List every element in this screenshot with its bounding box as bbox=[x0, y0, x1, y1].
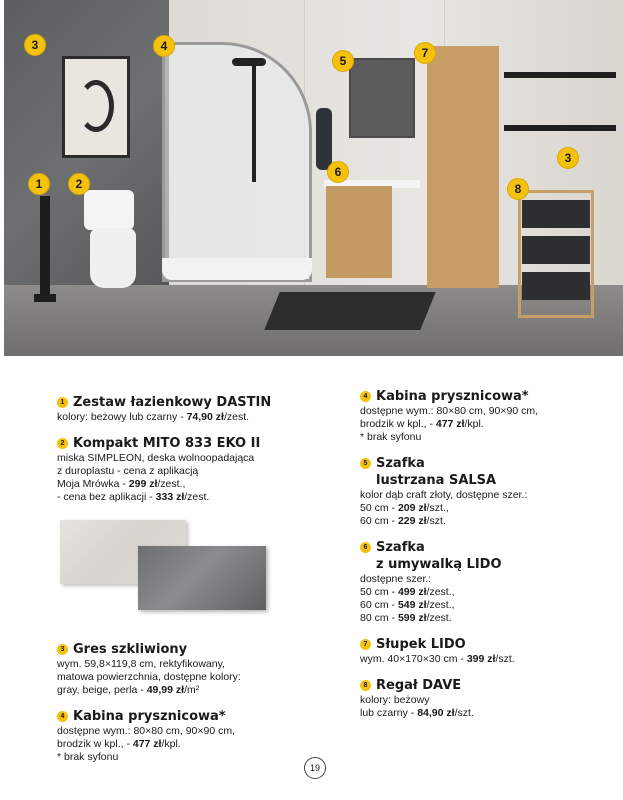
desc-text: matowa powierzchnia, dostępne kolory: bbox=[57, 671, 241, 683]
desc-text: wym. 59,8×119,8 cm, rektyfikowany, bbox=[57, 658, 225, 670]
desc-text: kolory: beżowy lub czarny - bbox=[57, 411, 187, 423]
shower-pipe bbox=[252, 62, 256, 182]
price-unit: /szt. bbox=[495, 653, 515, 665]
product-title: Szafka z umywalką LIDO bbox=[376, 540, 502, 572]
price: 333 zł bbox=[155, 491, 185, 503]
desc-text: * brak syfonu bbox=[360, 431, 422, 443]
price-unit: /szt. bbox=[454, 707, 474, 719]
desc-text: 60 cm - bbox=[360, 515, 398, 527]
price: 599 zł bbox=[397, 612, 427, 624]
product-title: Kabina prysznicowa* bbox=[376, 389, 529, 404]
number-badge: 3 bbox=[24, 34, 46, 56]
price-unit: /zest., bbox=[426, 586, 455, 598]
desc-text: wym. 40×170×30 cm - bbox=[360, 653, 467, 665]
bath-rug bbox=[264, 292, 435, 330]
product-item bbox=[360, 677, 600, 720]
number-badge: 5 bbox=[332, 50, 354, 72]
item-number-dot: 1 bbox=[57, 397, 68, 408]
product-title: Regał DAVE bbox=[376, 678, 462, 693]
desc-text: miska SIMPLEON, deska wolnoopadająca bbox=[57, 452, 255, 464]
price: 399 zł bbox=[466, 653, 496, 665]
price: 49,99 zł bbox=[146, 684, 185, 696]
price: 84,90 zł bbox=[417, 707, 455, 719]
desc-text: brodzik w kpl., - bbox=[360, 418, 436, 430]
price-unit: /zest. bbox=[223, 411, 250, 423]
item-number-dot: 7 bbox=[360, 639, 371, 650]
item-number-dot: 8 bbox=[360, 680, 371, 691]
desc-text: z duroplastu - cena z aplikacją bbox=[57, 465, 199, 477]
number-badge: 8 bbox=[507, 178, 529, 200]
bathroom-photo bbox=[4, 0, 623, 356]
number-badge: 2 bbox=[68, 173, 90, 195]
product-item bbox=[57, 435, 307, 504]
desc-text: 50 cm - bbox=[360, 586, 398, 598]
item-number-dot: 4 bbox=[360, 391, 371, 402]
desc-text: 80 cm - bbox=[360, 612, 398, 624]
tall-cabinet bbox=[427, 46, 499, 288]
product-item bbox=[57, 394, 307, 424]
shower-head bbox=[232, 58, 266, 66]
number-badge: 7 bbox=[414, 42, 436, 64]
toilet-tank bbox=[84, 190, 134, 230]
shower-cabin bbox=[162, 42, 312, 282]
price: 477 zł bbox=[132, 738, 162, 750]
product-item bbox=[360, 539, 600, 625]
price-unit: /szt., bbox=[426, 502, 449, 514]
product-title: Szafka lustrzana SALSA bbox=[376, 456, 497, 488]
product-title: Gres szkliwiony bbox=[73, 642, 188, 657]
item-number-dot: 2 bbox=[57, 438, 68, 449]
desc-text: dostępne wym.: 80×80 cm, 90×90 cm, bbox=[360, 405, 539, 417]
price-unit: /zest., bbox=[157, 478, 186, 490]
desc-text: Moja Mrówka - bbox=[57, 478, 129, 490]
number-badge: 4 bbox=[153, 35, 175, 57]
price-unit: /kpl. bbox=[161, 738, 181, 750]
item-number-dot: 5 bbox=[360, 458, 371, 469]
desc-text: lub czarny - bbox=[360, 707, 418, 719]
wall-art-motif bbox=[78, 80, 114, 132]
item-number-dot: 4 bbox=[57, 711, 68, 722]
product-item bbox=[360, 455, 600, 528]
price: 74,90 zł bbox=[186, 411, 224, 423]
price-unit: /zest., bbox=[426, 599, 455, 611]
desc-text: 60 cm - bbox=[360, 599, 398, 611]
price: 477 zł bbox=[435, 418, 465, 430]
desc-text: dostępne wym.: 80×80 cm, 90×90 cm, bbox=[57, 725, 236, 737]
right-product-column bbox=[360, 388, 600, 731]
desc-text: * brak syfonu bbox=[57, 751, 119, 763]
item-number-dot: 6 bbox=[360, 542, 371, 553]
price: 299 zł bbox=[128, 478, 158, 490]
desc-text: 50 cm - bbox=[360, 502, 398, 514]
desc-text: - cena bez aplikacji - bbox=[57, 491, 156, 503]
product-item bbox=[57, 708, 307, 764]
product-title: Słupek LIDO bbox=[376, 637, 466, 652]
wall-shelf bbox=[504, 125, 616, 131]
toilet-bowl bbox=[90, 228, 136, 288]
price-unit: /zest. bbox=[184, 491, 210, 503]
rack-basket bbox=[522, 236, 590, 264]
number-badge: 3 bbox=[557, 147, 579, 169]
product-title: Zestaw łazienkowy DASTIN bbox=[73, 395, 272, 410]
price-unit: /kpl. bbox=[464, 418, 484, 430]
toilet-brush-stand bbox=[40, 196, 50, 300]
price-unit: /zest. bbox=[426, 612, 452, 624]
mirror-cabinet bbox=[349, 58, 415, 138]
towel bbox=[316, 108, 332, 170]
vanity-cabinet bbox=[326, 186, 392, 278]
price-unit: /szt. bbox=[426, 515, 446, 527]
desc-text: brodzik w kpl., - bbox=[57, 738, 133, 750]
price: 549 zł bbox=[397, 599, 427, 611]
page-number: 19 bbox=[304, 757, 326, 779]
price: 209 zł bbox=[397, 502, 427, 514]
price: 229 zł bbox=[397, 515, 427, 527]
shower-tray bbox=[162, 258, 312, 280]
wall-shelf bbox=[504, 72, 616, 78]
rack-basket bbox=[522, 272, 590, 300]
desc-text: gray, beige, perla - bbox=[57, 684, 147, 696]
number-badge: 1 bbox=[28, 173, 50, 195]
number-badge: 6 bbox=[327, 161, 349, 183]
desc-text: kolory: beżowy bbox=[360, 694, 430, 706]
product-title: Kompakt MITO 833 EKO II bbox=[73, 436, 261, 451]
product-item bbox=[57, 641, 307, 697]
product-item bbox=[360, 388, 600, 444]
product-title: Kabina prysznicowa* bbox=[73, 709, 226, 724]
toilet-brush-base bbox=[34, 294, 56, 302]
desc-text: dostępne szer.: bbox=[360, 573, 432, 585]
price: 499 zł bbox=[397, 586, 427, 598]
item-number-dot: 3 bbox=[57, 644, 68, 655]
product-item bbox=[360, 636, 600, 666]
gres-tile-samples bbox=[60, 520, 268, 612]
price-unit: /m² bbox=[184, 684, 200, 696]
dark-tile-sample bbox=[138, 546, 266, 610]
desc-text: kolor dąb craft złoty, dostępne szer.: bbox=[360, 489, 528, 501]
rack-basket bbox=[522, 200, 590, 228]
